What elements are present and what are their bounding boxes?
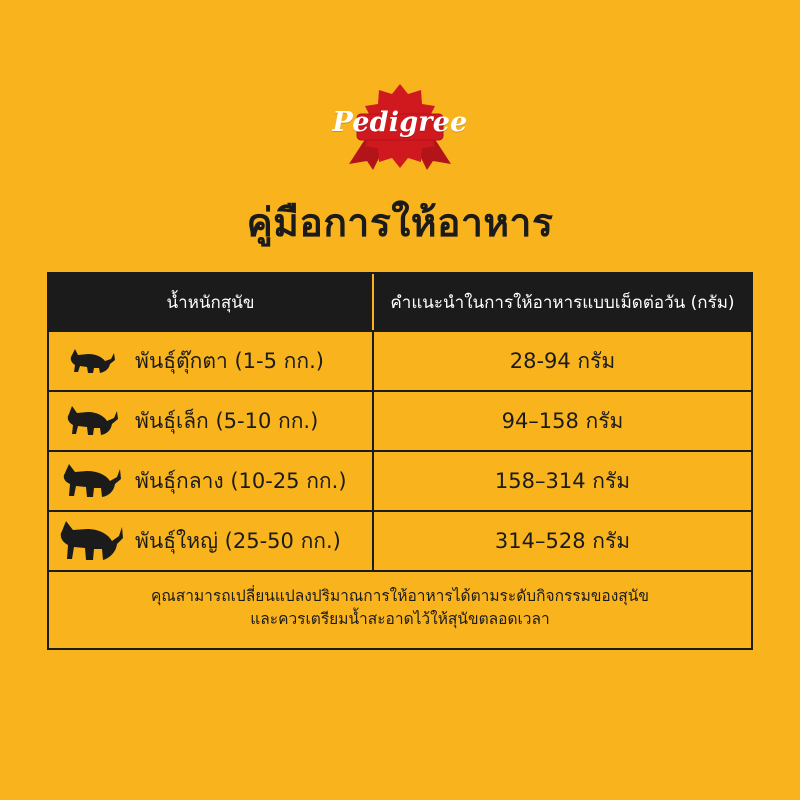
table-row	[49, 452, 751, 512]
header-cell-weight	[49, 274, 374, 330]
note-line-1: คุณสามารถเปลี่ยนแปลงปริมาณการให้อาหารได้ตามระดับกิจกรรมของสุนัข	[151, 587, 649, 605]
header-label-weight: น้ำหนักสุนัข	[166, 292, 255, 313]
row-amount-label: 94–158 กรัม	[501, 408, 624, 433]
row-amount-cell	[374, 512, 751, 570]
row-amount-label: 314–528 กรัม	[494, 528, 631, 553]
row-size-label: พันธุ์ใหญ่ (25-50 กก.)	[135, 528, 341, 553]
row-amount-cell	[374, 392, 751, 450]
table-footer-note	[49, 572, 751, 648]
row-size-cell	[49, 452, 374, 510]
dog-toy-breed-icon	[49, 346, 135, 376]
table-row	[49, 512, 751, 572]
row-size-label: พันธุ์เล็ก (5-10 กก.)	[135, 408, 319, 433]
brand-name: Pedigree	[332, 107, 468, 138]
dog-large-breed-icon	[49, 519, 135, 563]
note-line-2: และควรเตรียมน้ำสะอาดไว้ให้สุนัขตลอดเวลา	[250, 610, 550, 629]
row-size-cell	[49, 512, 374, 570]
table-row	[49, 332, 751, 392]
table-header-row	[49, 274, 751, 332]
header-cell-amount	[374, 274, 751, 330]
dog-small-breed-icon	[49, 404, 135, 438]
feeding-table	[47, 272, 753, 650]
row-amount-label: 28-94 กรัม	[509, 348, 616, 373]
row-amount-cell	[374, 332, 751, 390]
row-amount-cell	[374, 452, 751, 510]
table-row	[49, 392, 751, 452]
header-label-amount: คำแนะนำในการให้อาหารแบบเม็ดต่อวัน (กรัม)	[390, 292, 735, 313]
row-size-cell	[49, 392, 374, 450]
row-size-label: พันธุ์ตุ๊กตา (1-5 กก.)	[135, 348, 324, 373]
row-amount-label: 158–314 กรัม	[494, 468, 631, 493]
dog-medium-breed-icon	[49, 462, 135, 500]
row-size-label: พันธุ์กลาง (10-25 กก.)	[135, 468, 347, 493]
row-size-cell	[49, 332, 374, 390]
pedigree-ribbon-logo	[305, 78, 495, 170]
brand-logo	[0, 78, 800, 170]
page-title: คู่มือการให้อาหาร	[246, 201, 554, 246]
